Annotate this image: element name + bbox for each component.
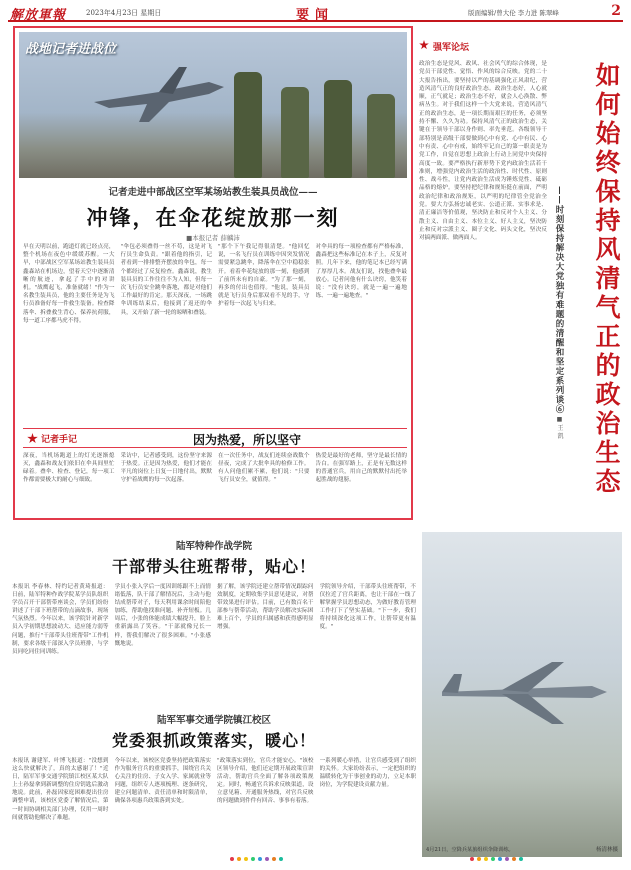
color-dot [484, 857, 488, 861]
body-column: 对伞具的每一项检查都有严格标准，鑫森把这些标准记在本子上，反复对照。几年下来，他的笔记本已经写满了厚厚几本。战友们说，找他叠伞最放心。记者问他有什么诀窍，他笑着说："没有诀窍，就是一遍一遍地练、一遍一遍地查。" [315, 244, 407, 300]
news-story [12, 712, 416, 857]
notes-bar [23, 428, 407, 448]
body-column: 深夜，当机场跑道上的灯光逐渐熄灭，鑫森和战友们依旧在伞具间里忙碌着。叠伞、检查、登记，每一项工作都需要极大的耐心与细致。 [23, 453, 115, 483]
news-story [12, 538, 416, 701]
color-dots [230, 857, 283, 861]
color-dot [491, 857, 495, 861]
photo-banner: 战地记者进战位 [25, 42, 117, 57]
body-column: "伞包必须叠得一丝不苟，这是对飞行员生命负责。"跟着他的指引，记者看到一排排整齐摆放的伞包，每一个都经过了反复检查。鑫森说，教生装具员的工作往往不为人知，但每一次飞行员安全跳伞落地，都是对他们工作最好的肯定。那天深夜，一场跳伞训练结束后，他接到了返还的伞具，又开始了新一轮的晾晒和叠装。 [120, 244, 212, 316]
editorial-body: 政治生态是党风、政风、社会风气的综合体现，是党员干部党性、觉悟、作风的综合反映。党的二十大报告指出，要坚持以严的基调强化正风肃纪，营造风清气正的良好政治生态。政治生态好，人心就顺，正气就足；政治生态不好，就会人心涣散、弊病丛生。对于我们这样一个大党来说，营造风清气正的政治生态，是一项长期而艰巨的任务，必须坚持不懈、久久为功。保持风清气正的政治生态，关键在于领导干部以身作则、率先垂范。各级领导干部特别是高级干部要做到心中有党、心中有民、心中有责、心中有戒，始终牢记自己的第一职责是为党工作，自觉在思想上政治上行动上同党中央保持高度一致。要严格执行新形势下党内政治生活若干准则，增强党内政治生活的政治性、时代性、原则性、战斗性，让党内政治生活成为锤炼党性、砥砺品格的熔炉。要坚持把纪律和规矩挺在前面，严明政治纪律和政治规矩，以严明的纪律管全党治全党。要大力弘扬忠诚老实、公道正派、实事求是、清正廉洁等价值观，坚决防止和反对个人主义、分散主义、自由主义、本位主义、好人主义，坚决防止和反对宗派主义、圈子文化、码头文化，坚决反对搞两面派、做两面人。 [419, 61, 547, 242]
body-column: 据了解，该学院还建立帮带情况跟踪问效制度，定期收集学员意见建议，对帮带效果进行评估。目前，已有数百名干部参与帮带活动，帮助学员解决实际困难上百个，学员的归属感和获得感明显增强。 [217, 584, 314, 631]
body-column: 采访中，记者感受到，这份坚守来源于热爱。正是因为热爱，他们才能在平凡的岗位上日复一日地付出，默默守护着战鹰的每一次起落。 [120, 453, 212, 483]
body-column: "那个下午我记得很清楚。"他回忆说，一名飞行员在训练中因突发情况需要紧急跳伞，降落伞在空中稳稳张开。看着伞花绽放的那一刻，他感到了前所未有的自豪。"为了那一刻，再多的付出也值得。"他说，装具员就是飞行员身后那双看不见的手，守护着每一次起飞与归来。 [218, 244, 310, 308]
notes-body [23, 452, 407, 516]
body-column: 本报讯 谢建军、叶博飞报道："没想到这么快就解决了，真的太感谢了！"近日，陆军军事交通学院镇江校区某大队上士孙磊拿到新调整的住房钥匙后激动地说。此前，孙磊因家庭困难提出住房调整申请，该校区党委了解情况后，第一时间协调相关部门办理，仅用一周时间就帮助他解决了难题。 [12, 758, 109, 821]
body-column: 一系列暖心举措，让官兵感受到了组织的关怀。大家纷纷表示，一定把组织的温暖转化为干事创业的动力，立足本职岗位，为学院建设贡献力量。 [319, 758, 416, 789]
body-column: 热爱是最好的老师，坚守是最长情的告白。在强军路上，正是有无数这样的普通官兵，用自己的默默付出托举起胜战的翅膀。 [315, 453, 407, 483]
color-dot [519, 857, 523, 861]
photo-credit: 杨清林摄 [595, 847, 618, 853]
section-title: 要闻 [296, 8, 335, 23]
story-headline: 党委狠抓政策落实，暖心！ [111, 731, 316, 750]
editorial-title: 如何始终保持风清气正的政治生态 [592, 62, 621, 497]
editorial-column [419, 26, 625, 520]
issue-date: 2023年4月23日 星期日 [86, 9, 162, 17]
story-body [12, 757, 416, 857]
editorial-subtitle: ——时刻保持解决大党独有难题的清醒和坚定系列谈⑥ [554, 186, 564, 414]
feature-article [13, 26, 413, 520]
body-column: 学员小张入学后一度因训练跟不上而情绪低落，队干部了解情况后，主动与他结成帮带对子，每天利用课余时间陪他加练，帮助他找准问题、补齐短板。几周后，小张的体能成绩大幅提升，脸上重新露出了笑容。"干部就像兄长一样，帮我们解决了很多困难。"小张感慨地说。 [114, 584, 211, 647]
color-dot [251, 857, 255, 861]
star-icon [27, 433, 38, 444]
color-dot [237, 857, 241, 861]
page-header [8, 4, 623, 22]
body-column: 本报讯 李春林、特约记者黄琦报道：日前，陆军特种作战学院某学员队组织学员召开干部帮带座谈会，学员们纷纷讲述了干部下班帮带的点滴故事，现场气氛热烈。今年以来，该学院针对新学员入学初期思想波动大、适应能力弱等问题，推行"干部带头往班帮带"工作机制，要求各级干部深入学员班排，与学员同吃同住同训练。 [12, 584, 109, 655]
story-kicker: 陆军特种作战学院 [175, 541, 252, 552]
story-headline: 干部带头往班帮带，贴心！ [111, 557, 316, 576]
notes-label: 记者手记 [41, 435, 78, 445]
photo-caption: 4月21日，空降兵某旅组织伞降训练。 [426, 847, 514, 853]
body-column: 在一次任务中，战友们连续奋战数个昼夜，完成了大批伞具的检修工作。有人问他们累不累，他们说："只要飞行员安全，就值得。" [218, 453, 310, 483]
body-column: 学院领导介绍，干部带头往班帮带，不仅拉近了官兵距离，也让干部在一线了解掌握学员思想动态，为做好教育管理工作打下了坚实基础。"下一步，我们将持续深化这项工作，让帮带更有温度。" [319, 584, 416, 631]
feature-body [23, 243, 407, 423]
body-column: 早在天明以前，跑道灯就已经点亮，整个机场在夜色中缓缓苏醒。一大早，中部战区空军某场站教生装具员鑫森站在机场边，望着天空中逐渐清晰的航迹，拿起了手中的对讲机。"战鹰起飞，准备就绪！"作为一名教生装具员，他的主要任务是为飞行员准备好每一件救生装备。检查降落伞、拆叠救生背心、保养抗荷服，每一道工序都马虎不得。 [23, 244, 115, 324]
body-column: "政策落实到位，官兵才能安心。"该校区领导介绍，他们还定期开展政策宣讲活动，帮助官兵全面了解各项政策规定。同时，畅通官兵诉求反映渠道，设立意见箱、开通服务热线，对官兵反映的问题做到件件有回音、事事有着落。 [217, 758, 314, 805]
transport-plane-icon [432, 652, 612, 732]
feature-byline: ■本报记者 薛麟沛 [186, 234, 240, 242]
soldier-figure [281, 87, 309, 178]
color-dot [230, 857, 234, 861]
editorial-tag: 强军论坛 [433, 43, 470, 53]
color-dot [244, 857, 248, 861]
color-dot [470, 857, 474, 861]
soldier-figure [234, 72, 262, 178]
story-body [12, 583, 416, 701]
editorial-author: ■ 王 凯 [556, 416, 563, 439]
star-icon [419, 40, 429, 50]
editors-line: 版面编辑/曾大伦 李力进 陈翠峰 [468, 9, 559, 17]
feature-headline: 冲锋，在伞花绽放那一刻 [86, 205, 340, 230]
feature-kicker: 记者走进中部战区空军某场站教生装具员战位—— [108, 187, 318, 198]
color-dot [498, 857, 502, 861]
color-dot [512, 857, 516, 861]
soldier-figure [367, 94, 395, 178]
color-dot [477, 857, 481, 861]
page-number: 2 [611, 3, 621, 19]
feature-photo [19, 32, 407, 178]
color-dot [279, 857, 283, 861]
color-dot [272, 857, 276, 861]
newspaper-logo: 解放軍報 [10, 8, 67, 23]
color-dot [258, 857, 262, 861]
body-column: 今年以来，该校区党委坚持把政策落实作为服务官兵的重要抓手，围绕官兵关心关注的住房、子女入学、家属就业等问题，组织专人逐项梳理、逐条研究，建立问题清单、责任清单和时限清单，确保各项惠兵政策落到实处。 [114, 758, 211, 805]
story-kicker: 陆军军事交通学院镇江校区 [156, 715, 271, 726]
color-dots [470, 857, 523, 861]
side-photo [422, 532, 622, 857]
color-dot [505, 857, 509, 861]
fighter-jet-icon [89, 62, 229, 132]
notes-title: 因为热爱，所以坚守 [193, 433, 302, 447]
soldier-figure [324, 80, 352, 178]
color-dot [265, 857, 269, 861]
